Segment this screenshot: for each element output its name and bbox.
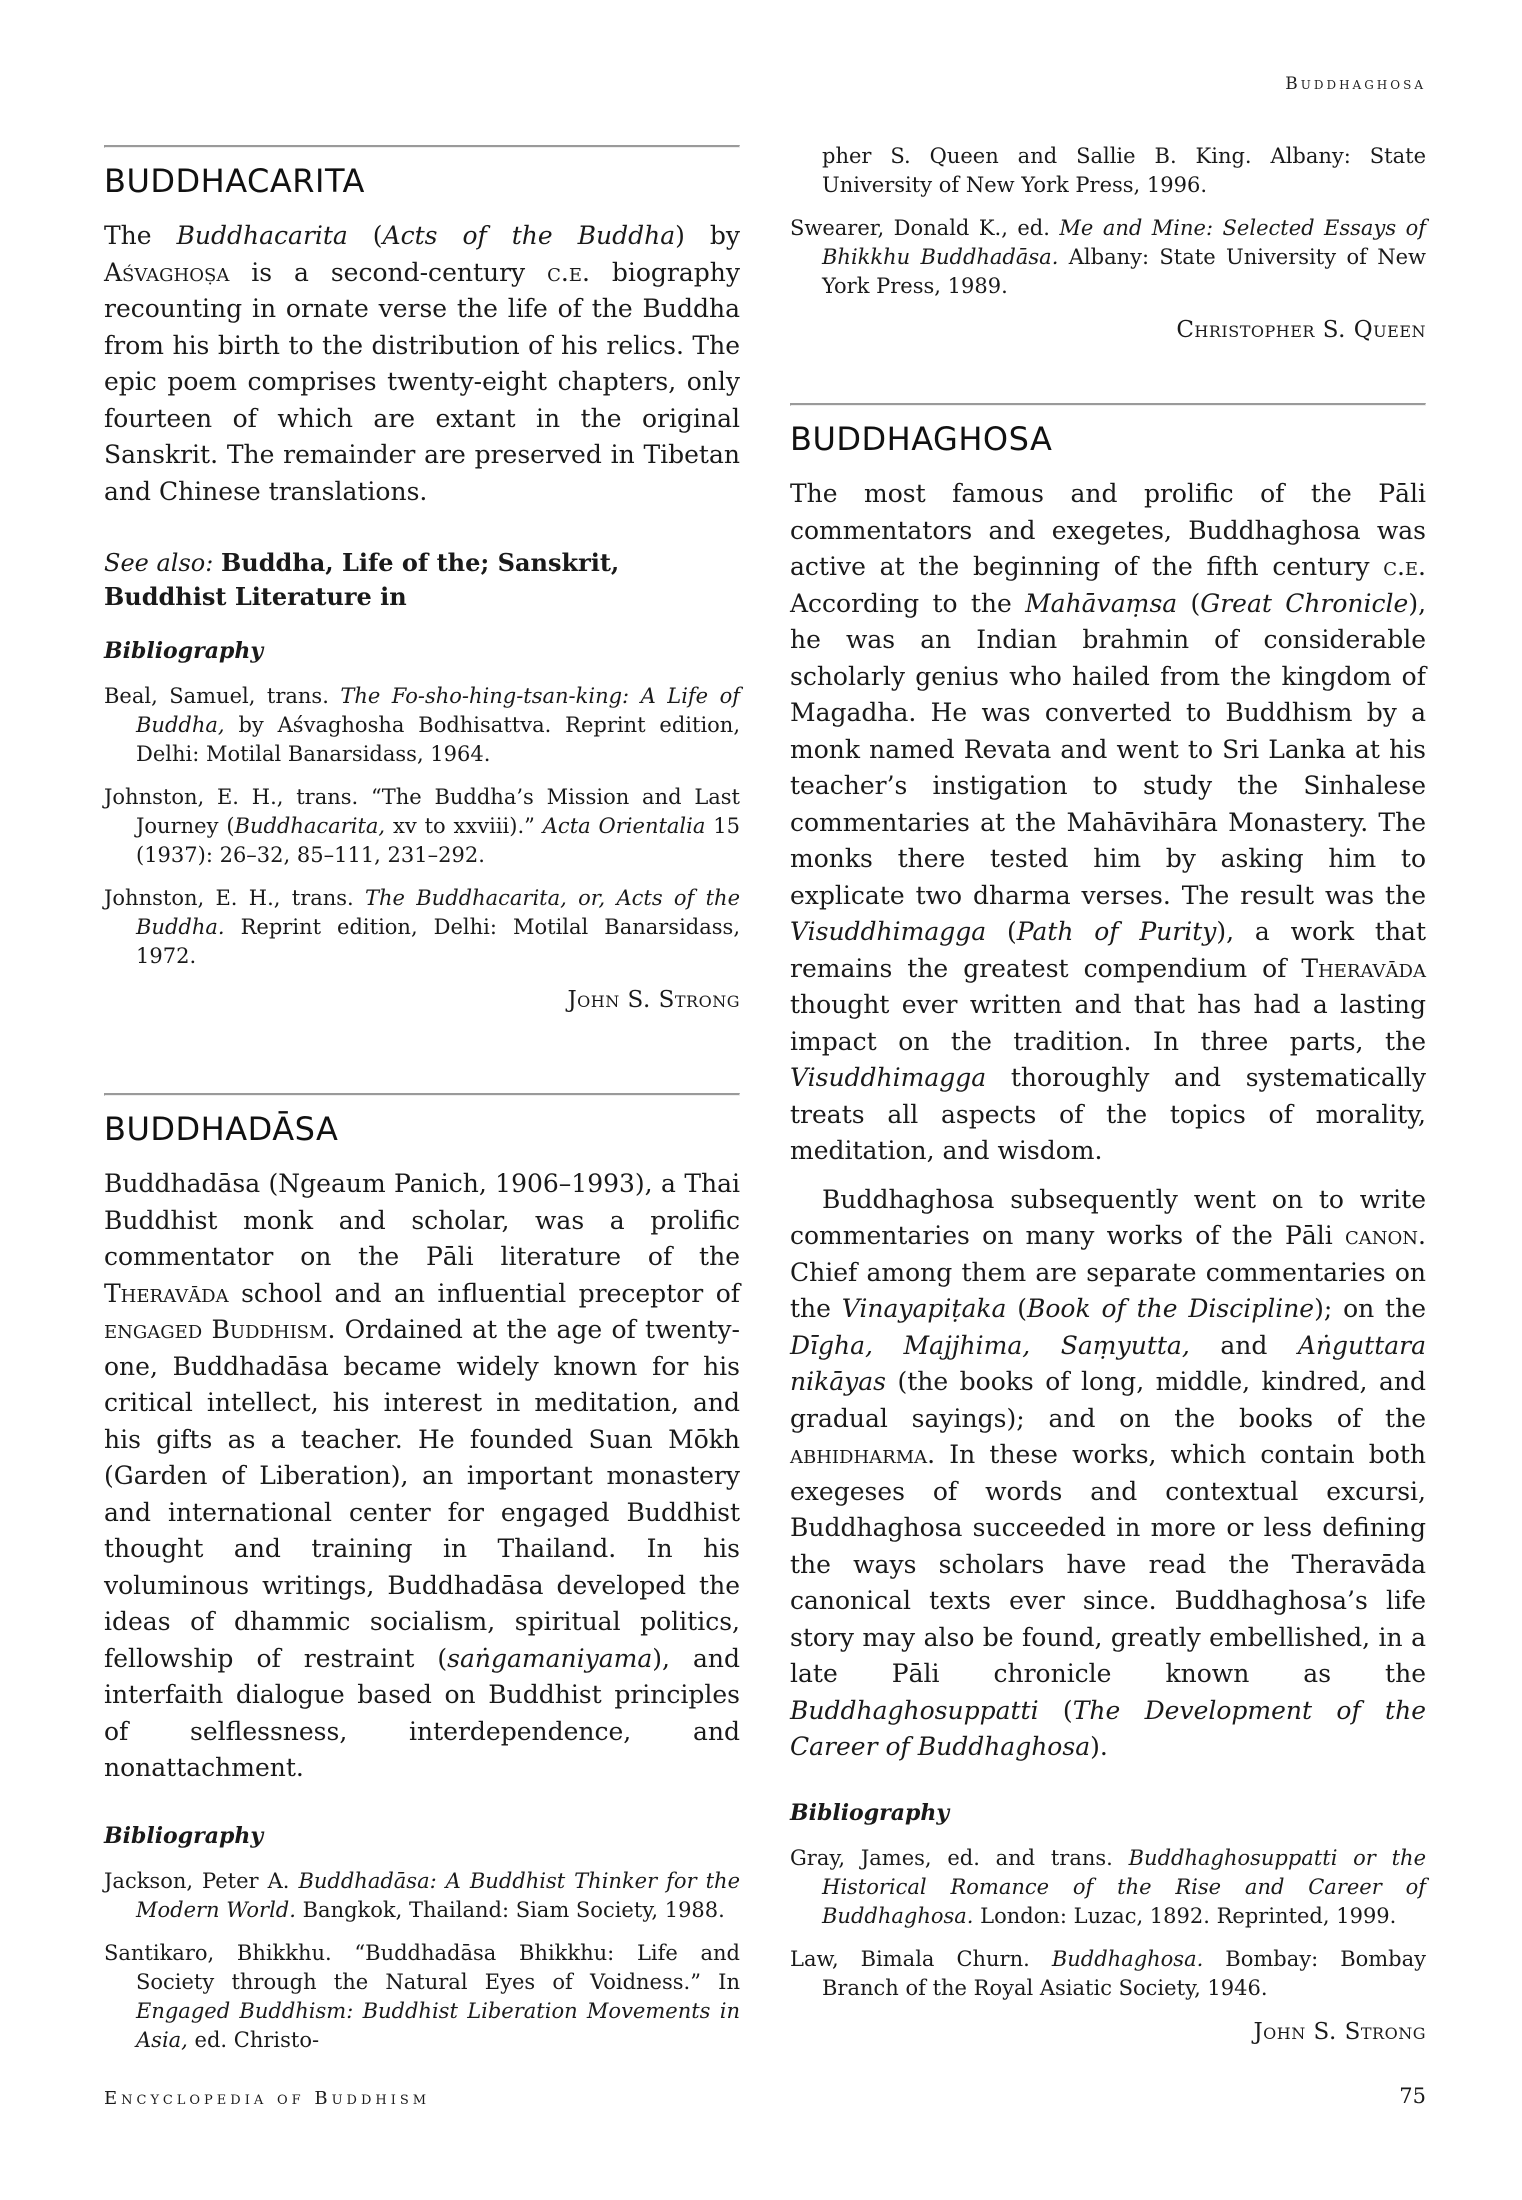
cross-reference-link[interactable]: engaged Buddhism. xyxy=(104,1315,336,1344)
entry-buddhaghosa xyxy=(790,403,1426,2045)
bibliography-heading: Bibliography xyxy=(104,1822,264,1849)
bibliography-entry: Santikaro, Bhikkhu. “Buddhadāsa Bhikkhu: Life and Society through the Natural Eyes of Voidness.” In Engaged Buddhism: Buddhist Liberation Movements in Asia, ed. Christo- xyxy=(104,1940,740,2052)
see-also-links[interactable]: Buddha, Life of the; Sanskrit, Buddhist Literature in xyxy=(104,548,620,611)
cross-reference-link[interactable]: abhidharma. xyxy=(790,1440,936,1469)
bibliography-entry: Swearer, Donald K., ed. Me and Mine: Selected Essays of Bhikkhu Buddhadāsa. Albany: State University of New York Press, 1989. xyxy=(790,216,1427,298)
entry-title: BUDDHAGHOSA xyxy=(790,420,1053,458)
bibliography-entry: Beal, Samuel, trans. The Fo-sho-hing-tsan-king: A Life of Buddha, by Aśvaghosha Bodhisattva. Reprint edition, Delhi: Motilal Banarsidass, 1964. xyxy=(104,684,740,766)
left-column xyxy=(104,145,740,2069)
bibliography-heading: Bibliography xyxy=(790,1799,950,1826)
entry-rule xyxy=(104,1093,740,1096)
entry-paragraph: The most famous and prolific of the Pāli commentators and exegetes, Buddhaghosa was active at the beginning of the fifth century c.e. According to the Mahāvaṃsa (Great Chronicle), he was an Indian brahmin of considerable scholarly genius who hailed from the kingdom of Magadha. He was converted to Buddhism by a monk named Revata and went to Sri Lanka at his teacher’s instigation to study the Sinhalese commentaries at the Mahāvihāra Monastery. The monks there tested him by asking him to explicate two dharma verses. The result was the Visuddhimagga (Path of Purity), a work that remains the greatest compendium of Theravāda thought ever written and that has had a lasting impact on the tradition. In three parts, the Visuddhimagga thoroughly and systematically treats all aspects of the topics of morality, meditation, and wisdom. xyxy=(790,479,1427,1165)
running-head: Buddhaghosa xyxy=(1285,74,1426,94)
right-column xyxy=(790,142,1426,2045)
see-also: See also: Buddha, Life of the; Sanskrit, Buddhist Literature in xyxy=(104,548,620,611)
entry-paragraph: Buddhadāsa (Ngeaum Panich, 1906–1993), a Thai Buddhist monk and scholar, was a prolific commentator on the Pāli literature of the Theravāda school and an influential preceptor of engaged Buddhism. Ordained at the age of twenty-one, Buddhadāsa became widely known for his critical intellect, his interest in meditation, and his gifts as a teacher. He founded Suan Mōkh (Garden of Liberation), an important monastery and international center for engaged Buddhist thought and training in Thailand. In his voluminous writings, Buddhadāsa developed the ideas of dhammic socialism, spiritual politics, fellowship of restraint (saṅgamaniyama), and interfaith dialogue based on Buddhist principles of selflessness, interdependence, and nonattachment. xyxy=(104,1169,740,1782)
bibliography-entry: Gray, James, ed. and trans. Buddhaghosuppatti or the Historical Romance of the Rise and Career of Buddhaghosa. London: Luzac, 1892. Reprinted, 1999. xyxy=(790,1845,1426,1928)
bibliography-entry-continued: pher S. Queen and Sallie B. King. Albany: State University of New York Press, 1996. xyxy=(822,144,1426,197)
entry-buddhadasa xyxy=(104,1093,740,2055)
entry-paragraph: Buddhaghosa subsequently went on to write commentaries on many works of the Pāli canon. Chief among them are separate commentaries on the Vinayapiṭaka (Book of the Discipline); on the Dīgha, Majjhima, Saṃyutta, and Aṅguttara nikāyas (the books of long, middle, kindred, and gradual sayings); and on the books of the abhidharma. In these works, which contain both exegeses of words and contextual excursi, Buddhaghosa succeeded in more or less defining the ways scholars have read the Theravāda canonical texts ever since. Buddhaghosa’s life story may also be found, greatly embellished, in a late Pāli chronicle known as the Buddhaghosuppatti (The Development of the Career of Buddhaghosa). xyxy=(790,1184,1427,1761)
cross-reference-link[interactable]: canon. xyxy=(1345,1221,1426,1250)
entry-paragraph: The Buddhacarita (Acts of the Buddha) by Aśvaghoṣa is a second-century c.e. biography recounting in ornate verse the life of the Buddha from his birth to the distribution of his relics. The epic poem comprises twenty-eight chapters, only fourteen of which are extant in the original Sanskrit. The remainder are preserved in Tibetan and Chinese translations. xyxy=(104,221,741,506)
bibliography-entry: Johnston, E. H., trans. The Buddhacarita, or, Acts of the Buddha. Reprint edition, Delhi: Motilal Banarsidass, 1972. xyxy=(104,886,740,968)
author-signature: John S. Strong xyxy=(567,987,740,1013)
bibliography-heading: Bibliography xyxy=(104,638,264,664)
cross-reference-link[interactable]: Theravāda xyxy=(104,1278,229,1308)
footer-book-title: Encyclopedia of Buddhism xyxy=(104,2088,431,2109)
author-signature: Christopher S. Queen xyxy=(1176,317,1426,343)
bibliography-entry: Johnston, E. H., trans. “The Buddha’s Mission and Last Journey (Buddhacarita, xv to xxviii).” Acta Orientalia 15 (1937): 26–32, 85–111, 231–292. xyxy=(104,785,741,867)
entry-title: BUDDHACARITA xyxy=(104,162,365,200)
bibliography-entry: Law, Bimala Churn. Buddhaghosa. Bombay: Bombay Branch of the Royal Asiatic Society, 1946. xyxy=(790,1946,1427,2000)
cross-reference-link[interactable]: Theravāda xyxy=(1301,953,1426,983)
entry-buddhacarita xyxy=(104,145,740,1013)
bibliography-entry: Jackson, Peter A. Buddhadāsa: A Buddhist Thinker for the Modern World. Bangkok, Thailand: Siam Society, 1988. xyxy=(104,1868,741,1922)
entry-rule xyxy=(790,403,1426,406)
page-number: 75 xyxy=(1399,2084,1426,2108)
entry-rule xyxy=(104,145,740,148)
cross-reference-link[interactable]: Aśvaghoṣa xyxy=(104,257,230,287)
author-signature: John S. Strong xyxy=(1253,2018,1426,2045)
entry-title: BUDDHADĀSA xyxy=(104,1110,339,1148)
